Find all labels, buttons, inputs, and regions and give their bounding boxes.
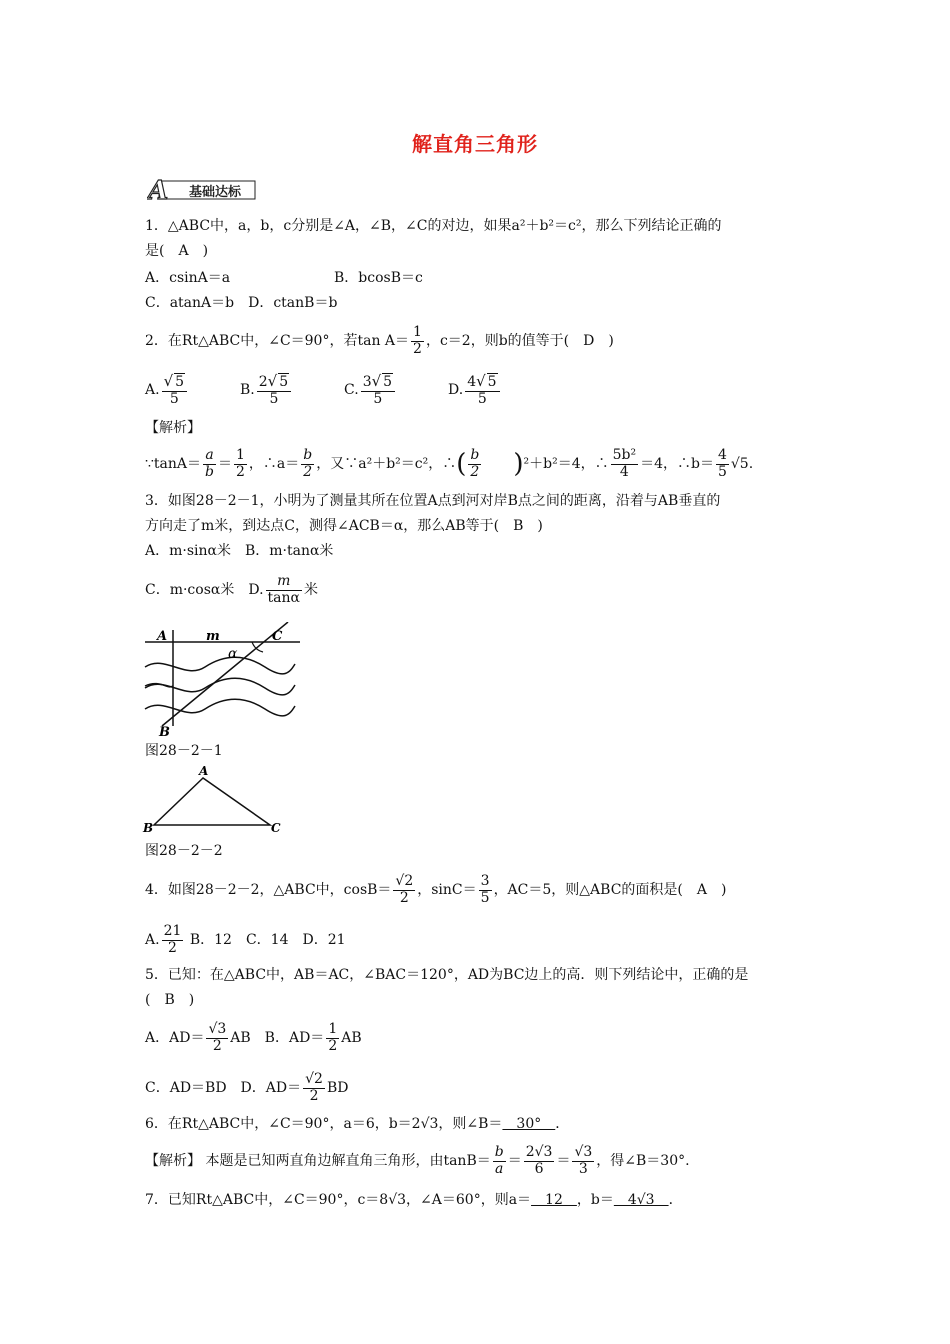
svg-text:C: C bbox=[271, 821, 281, 835]
q6-analysis: 【解析】 本题是已知两直角边解直角三角形，由tanB＝ $\frac{b}{a}$ ＝ $\frac{2√3}{6}$ ＝ $\frac{√3}{3}$ ，得∠B＝30°. bbox=[145, 1144, 690, 1177]
q6-question: 6．在Rt△ABC中，∠C＝90°，a＝6，b＝2√3，则∠B＝ 30° ． bbox=[145, 1116, 570, 1132]
q2-option-b: B. $\frac{2√ 5}{5}$ bbox=[240, 382, 293, 398]
q2-option-c: C. $\frac{3√ 5}{5}$ bbox=[344, 382, 397, 398]
figure-triangle-caption: 图28－2－2 bbox=[145, 843, 223, 859]
section-badge bbox=[147, 177, 257, 203]
q3-line1: 3．如图28－2－1，小明为了测量其所在位置A点到河对岸B点之间的距离，沿着与AB垂直的 bbox=[145, 493, 721, 509]
figure-triangle bbox=[140, 762, 290, 836]
q5-line2: ( B ) bbox=[145, 992, 195, 1008]
q1-line2: 是( A ) bbox=[145, 243, 209, 259]
q4-question: 4．如图28－2－2，△ABC中，cosB＝ $\frac{√2}{2}$ ，sinC＝ $\frac{3}{5}$ ，AC＝5，则△ABC的面积是( A ) bbox=[145, 873, 727, 906]
svg-text:α: α bbox=[228, 646, 238, 662]
q2-option-d: D. $\frac{4√ 5}{5}$ bbox=[448, 382, 502, 398]
q1-option-b: B．bcosB＝c bbox=[334, 270, 423, 286]
badge-text: 基础达标 bbox=[189, 185, 242, 200]
q7-question: 7．已知Rt△ABC中，∠C＝90°，c＝8√3，∠A＝60°，则a＝ 12 ，b＝ 4√3 ． bbox=[145, 1192, 683, 1208]
svg-text:A: A bbox=[199, 764, 209, 778]
q3-options-cd: C．m·cosα米 D. $\frac{m}{\tan\alpha}$ 米 bbox=[145, 573, 318, 606]
q1-line1: 1．△ABC中，a，b，c分别是∠A，∠B，∠C的对边，如果a²＋b²＝c²，那么下列结论正确的 bbox=[145, 218, 722, 234]
q5-line1: 5．已知：在△ABC中，AB＝AC，∠BAC＝120°，AD为BC边上的高．则下列结论中，正确的是 bbox=[145, 967, 749, 983]
svg-text:m: m bbox=[206, 629, 220, 644]
q7-answer-a: 12 bbox=[531, 1192, 577, 1208]
q2-option-a: A. $\frac{√ 5}{5}$ bbox=[145, 382, 189, 398]
badge-letter: A bbox=[148, 177, 169, 203]
figure-river bbox=[140, 622, 310, 738]
q5-options-ab: A．AD＝ $\frac{√3}{2}$ AB B．AD＝ $\frac{1}{2}$ AB bbox=[145, 1021, 362, 1054]
page-title: 解直角三角形 bbox=[412, 132, 538, 156]
q2-options bbox=[145, 370, 502, 410]
svg-text:C: C bbox=[272, 629, 283, 644]
q1-option-cd: C．atanA＝b D．ctanB＝b bbox=[145, 295, 338, 311]
svg-text:A: A bbox=[157, 629, 168, 644]
svg-text:B: B bbox=[159, 725, 170, 738]
q7-answer-b: 4√3 bbox=[613, 1192, 669, 1208]
q3-options-ab: A．m·sinα米 B．m·tanα米 bbox=[145, 543, 334, 559]
q5-options-cd: C．AD＝BD D．AD＝ $\frac{√2}{2}$ BD bbox=[145, 1071, 349, 1104]
q2-question: 2．在Rt△ABC中，∠C＝90°，若tan A＝ $\frac{1}{2}$ ，c＝2，则b的值等于( D ) bbox=[145, 324, 614, 357]
q1-option-a: A．csinA＝a bbox=[145, 270, 231, 286]
q2-analysis-label: 【解析】 bbox=[145, 420, 201, 436]
q6-answer: 30° bbox=[502, 1116, 556, 1132]
q3-line2: 方向走了m米，到达点C，测得∠ACB＝α，那么AB等于( B ) bbox=[145, 518, 543, 534]
q2-analysis: ∵tanA＝ $\frac{a}{b}$ ＝ $\frac{1}{2}$ ，∴a＝ $\frac{b}{2}$ ，又∵a²＋b²＝c²，∴( $\frac{b}{2}$ )²＋b²＝4，∴ $\frac{\text{5b²}}{4}$ ＝4，∴b＝ $\frac{4}{5}$ √5. bbox=[145, 447, 754, 480]
figure-river-caption: 图28－2－1 bbox=[145, 743, 223, 759]
svg-text:B: B bbox=[143, 821, 154, 835]
q4-options: A. $\frac{21}{2}$ B．12 C．14 D．21 bbox=[145, 923, 346, 956]
